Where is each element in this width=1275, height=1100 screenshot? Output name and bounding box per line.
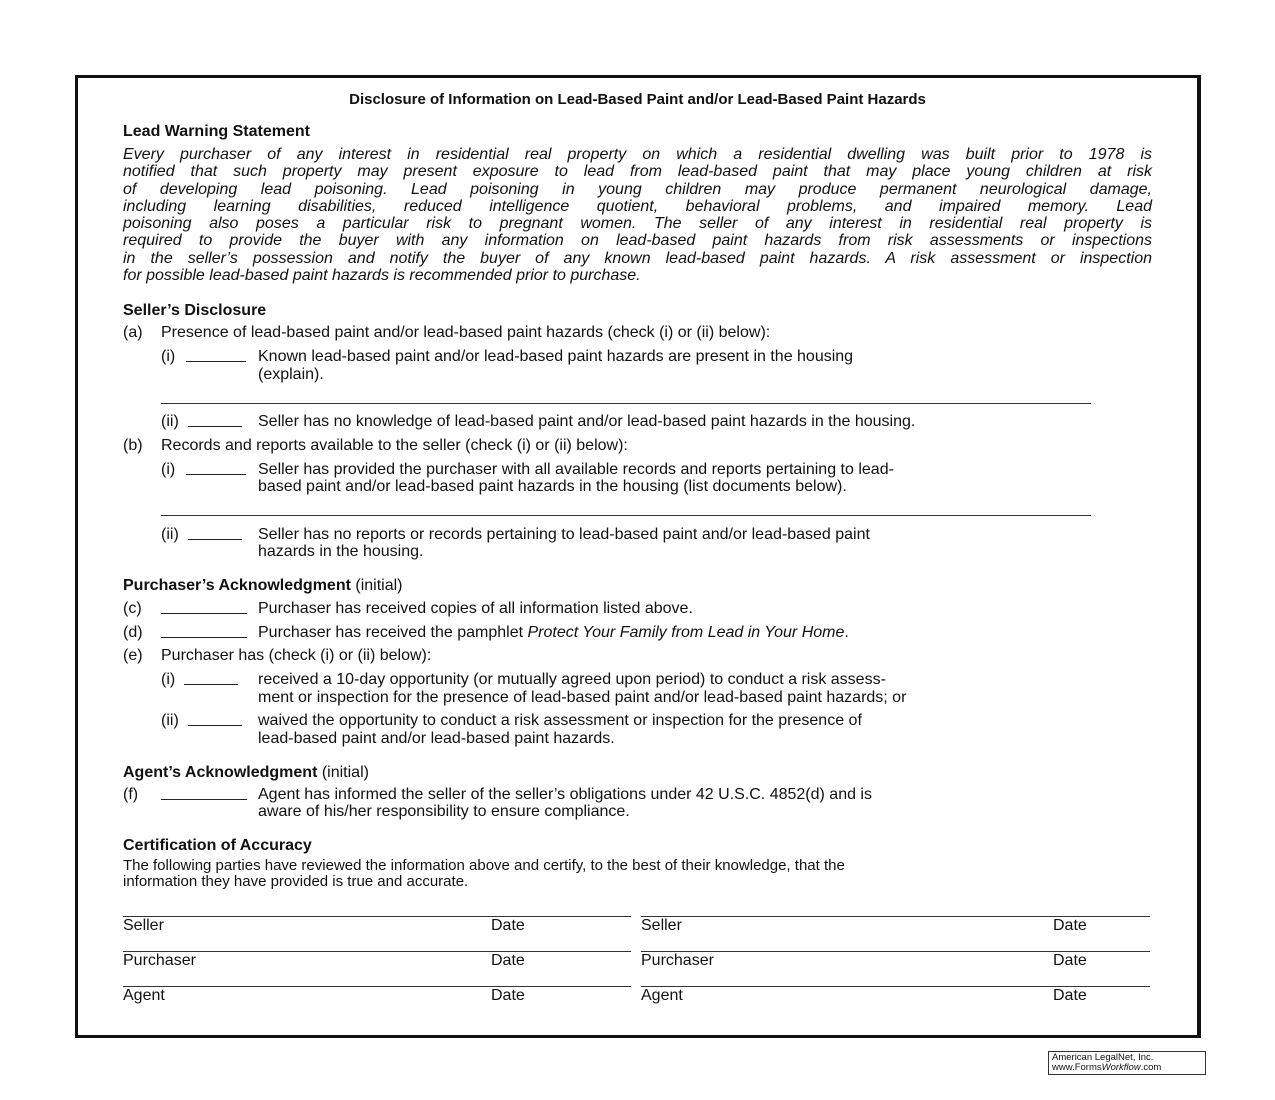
item-label: (a) xyxy=(123,324,143,341)
item-c-text: Purchaser has received copies of all information listed above. xyxy=(258,600,693,617)
warning-line: required to provide the buyer with any information on lead-based paint hazards from risk assessments or inspections xyxy=(123,232,1152,250)
certification-text: The following parties have reviewed the information above and certify, to the best of their knowledge, that the xyxy=(123,857,845,874)
purchaser-ack-heading xyxy=(123,577,403,594)
item-label: (f) xyxy=(123,786,139,803)
item-a-ii-text: Seller has no knowledge of lead-based paint and/or lead-based paint hazards in the housing. xyxy=(258,413,916,430)
agent-signature-line[interactable] xyxy=(123,986,631,987)
explain-line[interactable] xyxy=(161,403,1091,404)
url-part: Workflow xyxy=(1101,1062,1141,1073)
item-b-ii-text2: hazards in the housing. xyxy=(258,543,424,560)
initial-blank-b-i[interactable] xyxy=(186,461,246,475)
date-label: Date xyxy=(1053,917,1087,934)
initial-blank-a-ii[interactable] xyxy=(188,413,242,427)
signature-label: Purchaser xyxy=(641,952,714,969)
warning-line: notified that such property may present exposure to lead from lead-based paint that may place young children at risk xyxy=(123,163,1152,181)
initial-blank-f[interactable] xyxy=(161,786,247,800)
warning-line: including learning disabilities, reduced intelligence quotient, behavioral problems, and impaired memory. Lead xyxy=(123,197,1152,215)
purchaser-signature-line[interactable] xyxy=(123,951,631,952)
certification-text2: information they have provided is true and accurate. xyxy=(123,873,469,890)
subitem-label: (ii) xyxy=(161,413,179,430)
text: . xyxy=(844,624,849,641)
lead-warning-text xyxy=(123,146,1152,284)
item-label: (c) xyxy=(123,600,142,617)
agent-ack-heading xyxy=(123,764,369,781)
subitem-label: (i) xyxy=(161,461,176,478)
item-e-i-text2: ment or inspection for the presence of lead-based paint and/or lead-based paint hazards; or xyxy=(258,689,907,706)
signature-label: Purchaser xyxy=(123,952,196,969)
warning-line: in the seller’s possession and notify the buyer of any known lead-based paint hazards. A risk assessment or inspection xyxy=(123,249,1152,267)
subitem-label: (i) xyxy=(161,671,176,688)
publisher-footer xyxy=(1048,1051,1206,1075)
initial-blank-d[interactable] xyxy=(161,624,247,638)
item-label: (d) xyxy=(123,624,143,641)
signature-label: Agent xyxy=(123,987,165,1004)
date-label: Date xyxy=(491,917,525,934)
warning-line: poisoning also poses a particular risk to pregnant women. The seller of any interest in residential real property is xyxy=(123,215,1152,233)
item-e-text: Purchaser has (check (i) or (ii) below): xyxy=(161,647,432,664)
signature-label: Seller xyxy=(123,917,164,934)
date-label: Date xyxy=(1053,952,1087,969)
warning-line: of developing lead poisoning. Lead poisoning in young children may produce permanent neurological damage, xyxy=(123,180,1152,198)
heading: Purchaser’s Acknowledgment xyxy=(123,577,351,594)
date-label: Date xyxy=(491,987,525,1004)
subitem-label: (i) xyxy=(161,348,176,365)
item-b-text: Records and reports available to the seller (check (i) or (ii) below): xyxy=(161,437,628,454)
warning-line: for possible lead-based paint hazards is recommended prior to purchase. xyxy=(123,267,641,285)
item-a-i-text: Known lead-based paint and/or lead-based paint hazards are present in the housing xyxy=(258,348,854,365)
date-label: Date xyxy=(491,952,525,969)
initial-blank-e-i[interactable] xyxy=(184,671,238,685)
item-e-i-text: received a 10-day opportunity (or mutually agreed upon period) to conduct a risk assess- xyxy=(258,671,886,688)
item-d-text xyxy=(258,624,849,641)
pamphlet-title: Protect Your Family from Lead in Your Home xyxy=(527,624,845,641)
documents-line[interactable] xyxy=(161,515,1091,516)
item-a-i-text2: (explain). xyxy=(258,366,324,383)
initial-blank-b-ii[interactable] xyxy=(188,526,242,540)
initial-blank-c[interactable] xyxy=(161,600,247,614)
item-a-text: Presence of lead-based paint and/or lead-based paint hazards (check (i) or (ii) below): xyxy=(161,324,771,341)
item-e-ii-text2: lead-based paint and/or lead-based paint hazards. xyxy=(258,730,615,747)
url-part: .com xyxy=(1140,1062,1162,1073)
signature-label: Agent xyxy=(641,987,683,1004)
certification-heading: Certification of Accuracy xyxy=(123,837,312,854)
item-f-text: Agent has informed the seller of the seller’s obligations under 42 U.S.C. 4852(d) and is xyxy=(258,786,872,803)
note: (initial) xyxy=(355,577,403,594)
item-b-i-text2: based paint and/or lead-based paint hazards in the housing (list documents below). xyxy=(258,478,847,495)
signature-label: Seller xyxy=(641,917,682,934)
item-label: (e) xyxy=(123,647,143,664)
lead-warning-heading: Lead Warning Statement xyxy=(123,123,310,140)
heading: Agent’s Acknowledgment xyxy=(123,764,318,781)
url-part: www.Forms xyxy=(1052,1062,1102,1073)
item-f-text2: aware of his/her responsibility to ensure compliance. xyxy=(258,803,630,820)
publisher-url xyxy=(1052,1063,1202,1073)
publisher-name: American LegalNet, Inc. xyxy=(1052,1052,1154,1063)
subitem-label: (ii) xyxy=(161,526,179,543)
initial-blank-a-i[interactable] xyxy=(186,348,246,362)
item-label: (b) xyxy=(123,437,143,454)
item-b-ii-text: Seller has no reports or records pertaining to lead-based paint and/or lead-based paint xyxy=(258,526,870,543)
seller-signature-line[interactable] xyxy=(123,916,631,917)
text: Purchaser has received the pamphlet xyxy=(258,624,528,641)
form-title: Disclosure of Information on Lead-Based Paint and/or Lead-Based Paint Hazards xyxy=(349,91,926,108)
date-label: Date xyxy=(1053,987,1087,1004)
seller-disclosure-heading: Seller’s Disclosure xyxy=(123,302,267,319)
initial-blank-e-ii[interactable] xyxy=(188,712,242,726)
subitem-label: (ii) xyxy=(161,712,179,729)
warning-line: Every purchaser of any interest in residential real property on which a residential dwelling was built prior to 1978 is xyxy=(123,146,1152,163)
note: (initial) xyxy=(321,764,369,781)
item-b-i-text: Seller has provided the purchaser with all available records and reports pertaining to lead- xyxy=(258,461,894,478)
item-e-ii-text: waived the opportunity to conduct a risk assessment or inspection for the presence of xyxy=(258,712,862,729)
